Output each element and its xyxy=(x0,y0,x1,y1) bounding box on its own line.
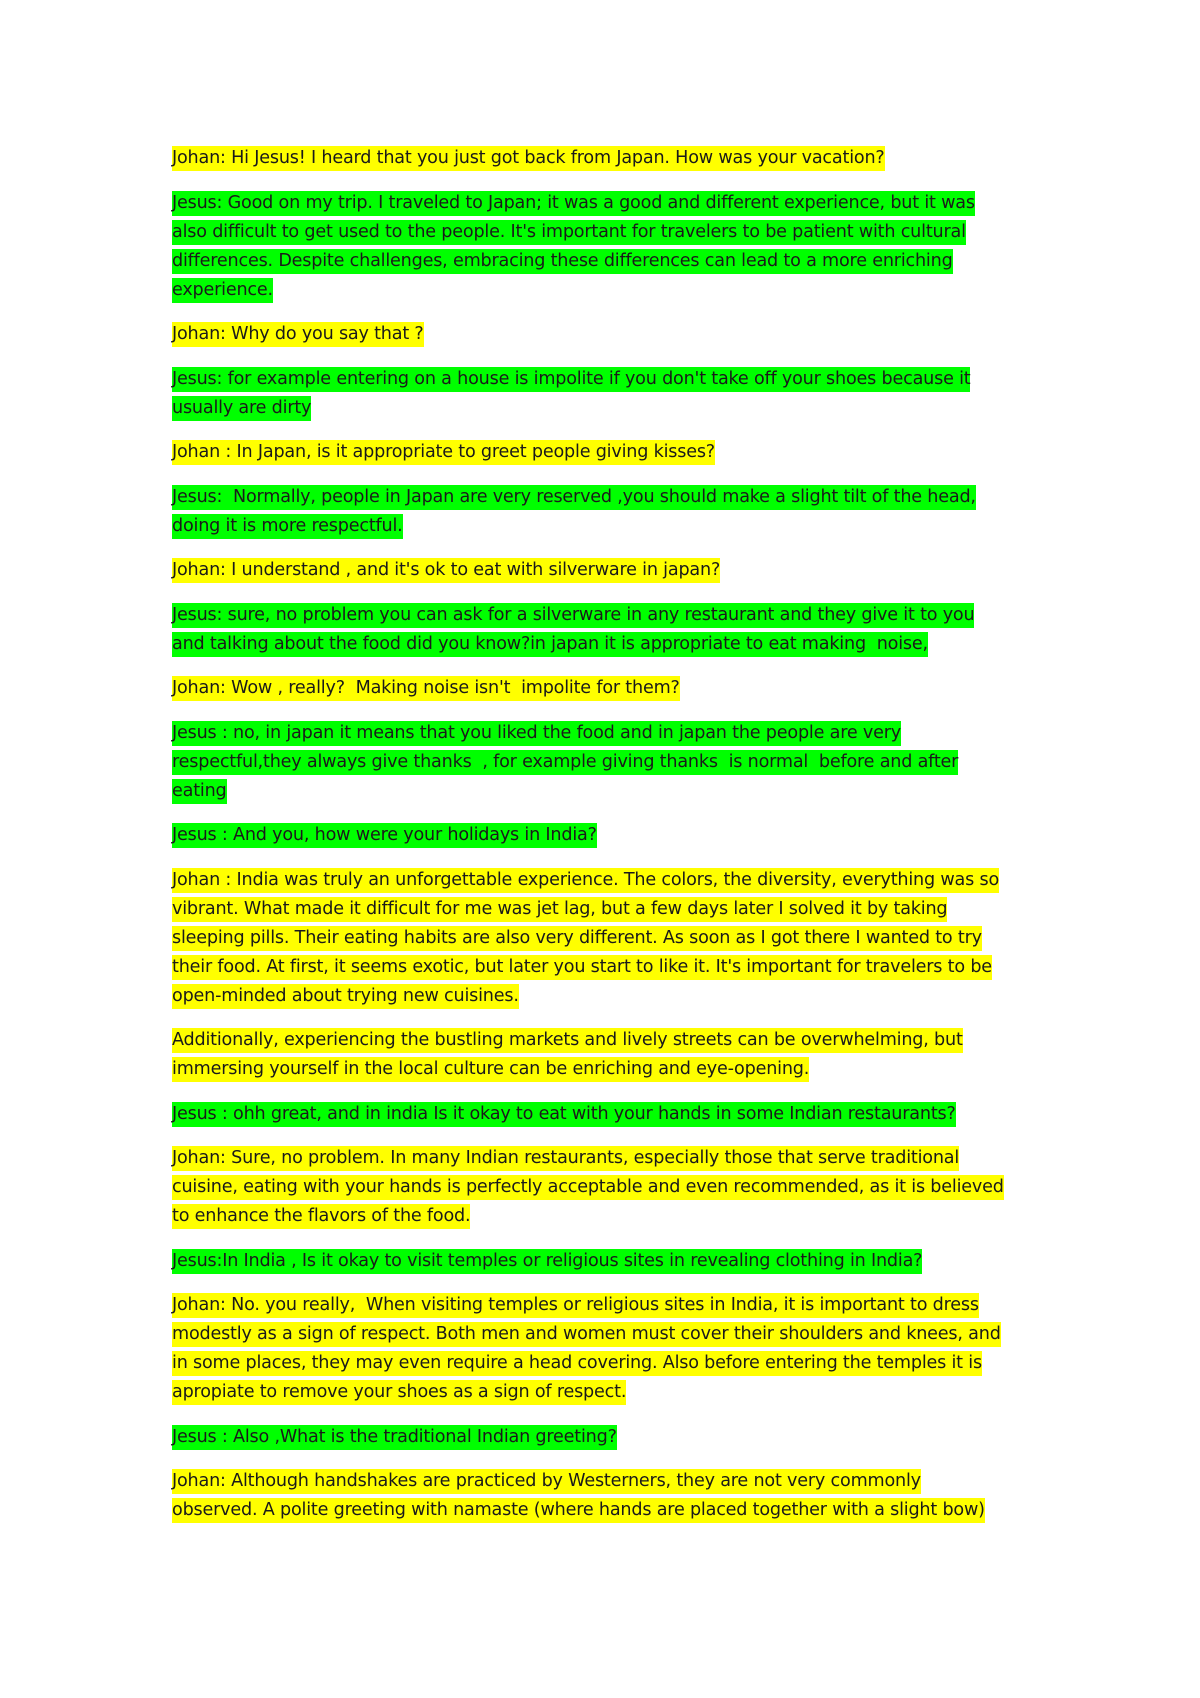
highlighted-text: and talking about the food did you know?in japan it is appropriate to eat making noise, xyxy=(172,632,928,657)
text-line xyxy=(172,218,1052,247)
text-line xyxy=(172,483,1052,512)
highlighted-text: Johan: Why do you say that ? xyxy=(172,322,424,347)
dialogue-paragraph-johan xyxy=(172,1026,1052,1084)
dialogue-paragraph-jesus xyxy=(172,1100,1052,1129)
text-line xyxy=(172,953,1052,982)
highlighted-text: Johan: Wow , really? Making noise isn't impolite for them? xyxy=(172,676,680,701)
highlighted-text: usually are dirty xyxy=(172,396,311,421)
highlighted-text: sleeping pills. Their eating habits are also very different. As soon as I got there I wanted to try xyxy=(172,926,982,951)
highlighted-text: experience. xyxy=(172,278,273,303)
highlighted-text: Johan: Although handshakes are practiced by Westerners, they are not very commonly xyxy=(172,1469,921,1494)
highlighted-text: Jesus : And you, how were your holidays in India? xyxy=(172,823,597,848)
text-line xyxy=(172,394,1052,423)
dialogue-body xyxy=(172,144,1052,1541)
text-line xyxy=(172,512,1052,541)
highlighted-text: doing it is more respectful. xyxy=(172,514,403,539)
highlighted-text: vibrant. What made it difficult for me was jet lag, but a few days later I solved it by taking xyxy=(172,897,947,922)
highlighted-text: Jesus: for example entering on a house is impolite if you don't take off your shoes because it xyxy=(172,367,970,392)
text-line xyxy=(172,924,1052,953)
dialogue-paragraph-johan xyxy=(172,144,1052,173)
text-line xyxy=(172,777,1052,806)
dialogue-paragraph-jesus xyxy=(172,1247,1052,1276)
dialogue-paragraph-jesus xyxy=(172,601,1052,659)
text-line xyxy=(172,1173,1052,1202)
dialogue-paragraph-johan xyxy=(172,438,1052,467)
dialogue-paragraph-jesus xyxy=(172,1423,1052,1452)
text-line xyxy=(172,1026,1052,1055)
text-line xyxy=(172,1055,1052,1084)
text-line xyxy=(172,189,1052,218)
dialogue-paragraph-jesus xyxy=(172,821,1052,850)
highlighted-text: Jesus: Normally, people in Japan are very reserved ,you should make a slight tilt of the head, xyxy=(172,485,976,510)
text-line xyxy=(172,144,1052,173)
highlighted-text: Additionally, experiencing the bustling markets and lively streets can be overwhelming, but xyxy=(172,1028,963,1053)
text-line xyxy=(172,1349,1052,1378)
highlighted-text: Johan: No. you really, When visiting temples or religious sites in India, it is important to dress xyxy=(172,1293,979,1318)
highlighted-text: Jesus : ohh great, and in india Is it okay to eat with your hands in some Indian restaurants? xyxy=(172,1102,956,1127)
text-line xyxy=(172,601,1052,630)
text-line xyxy=(172,1378,1052,1407)
highlighted-text: Jesus: Good on my trip. I traveled to Japan; it was a good and different experience, but it was xyxy=(172,191,975,216)
dialogue-paragraph-jesus xyxy=(172,719,1052,806)
text-line xyxy=(172,866,1052,895)
text-line xyxy=(172,1144,1052,1173)
dialogue-paragraph-johan xyxy=(172,1467,1052,1525)
highlighted-text: open-minded about trying new cuisines. xyxy=(172,984,519,1009)
text-line xyxy=(172,982,1052,1011)
text-line xyxy=(172,674,1052,703)
text-line xyxy=(172,1467,1052,1496)
text-line xyxy=(172,1247,1052,1276)
text-line xyxy=(172,1291,1052,1320)
text-line xyxy=(172,276,1052,305)
highlighted-text: respectful,they always give thanks , for example giving thanks is normal before and after xyxy=(172,750,958,775)
text-line xyxy=(172,719,1052,748)
highlighted-text: Jesus : Also ,What is the traditional Indian greeting? xyxy=(172,1425,617,1450)
highlighted-text: observed. A polite greeting with namaste (where hands are placed together with a slight bow) xyxy=(172,1498,985,1523)
highlighted-text: cuisine, eating with your hands is perfectly acceptable and even recommended, as it is believed xyxy=(172,1175,1004,1200)
text-line xyxy=(172,748,1052,777)
dialogue-paragraph-johan xyxy=(172,674,1052,703)
dialogue-paragraph-johan xyxy=(172,1291,1052,1407)
text-line xyxy=(172,365,1052,394)
dialogue-paragraph-johan xyxy=(172,556,1052,585)
highlighted-text: Johan: I understand , and it's ok to eat with silverware in japan? xyxy=(172,558,720,583)
text-line xyxy=(172,1423,1052,1452)
highlighted-text: apropiate to remove your shoes as a sign of respect. xyxy=(172,1380,626,1405)
highlighted-text: Johan: Hi Jesus! I heard that you just got back from Japan. How was your vacation? xyxy=(172,146,885,171)
dialogue-paragraph-johan xyxy=(172,320,1052,349)
highlighted-text: Johan: Sure, no problem. In many Indian restaurants, especially those that serve traditional xyxy=(172,1146,959,1171)
text-line xyxy=(172,556,1052,585)
dialogue-paragraph-johan xyxy=(172,1144,1052,1231)
highlighted-text: Jesus: sure, no problem you can ask for a silverware in any restaurant and they give it to you xyxy=(172,603,974,628)
text-line xyxy=(172,1496,1052,1525)
dialogue-paragraph-jesus xyxy=(172,189,1052,305)
highlighted-text: Jesus:In India , Is it okay to visit temples or religious sites in revealing clothing in India? xyxy=(172,1249,922,1274)
text-line xyxy=(172,1202,1052,1231)
highlighted-text: Johan : India was truly an unforgettable experience. The colors, the diversity, everything was so xyxy=(172,868,999,893)
text-line xyxy=(172,1100,1052,1129)
highlighted-text: to enhance the flavors of the food. xyxy=(172,1204,470,1229)
highlighted-text: modestly as a sign of respect. Both men and women must cover their shoulders and knees, and xyxy=(172,1322,1001,1347)
highlighted-text: immersing yourself in the local culture can be enriching and eye-opening. xyxy=(172,1057,809,1082)
highlighted-text: also difficult to get used to the people. It's important for travelers to be patient with cultural xyxy=(172,220,966,245)
text-line xyxy=(172,630,1052,659)
highlighted-text: in some places, they may even require a head covering. Also before entering the temples it is xyxy=(172,1351,982,1376)
highlighted-text: eating xyxy=(172,779,227,804)
text-line xyxy=(172,821,1052,850)
highlighted-text: Johan : In Japan, is it appropriate to greet people giving kisses? xyxy=(172,440,715,465)
highlighted-text: their food. At first, it seems exotic, but later you start to like it. It's important for travelers to be xyxy=(172,955,992,980)
text-line xyxy=(172,1320,1052,1349)
text-line xyxy=(172,320,1052,349)
highlighted-text: Jesus : no, in japan it means that you liked the food and in japan the people are very xyxy=(172,721,901,746)
highlighted-text: differences. Despite challenges, embracing these differences can lead to a more enriching xyxy=(172,249,953,274)
text-line xyxy=(172,895,1052,924)
dialogue-paragraph-johan xyxy=(172,866,1052,1011)
dialogue-paragraph-jesus xyxy=(172,483,1052,541)
dialogue-paragraph-jesus xyxy=(172,365,1052,423)
text-line xyxy=(172,247,1052,276)
text-line xyxy=(172,438,1052,467)
